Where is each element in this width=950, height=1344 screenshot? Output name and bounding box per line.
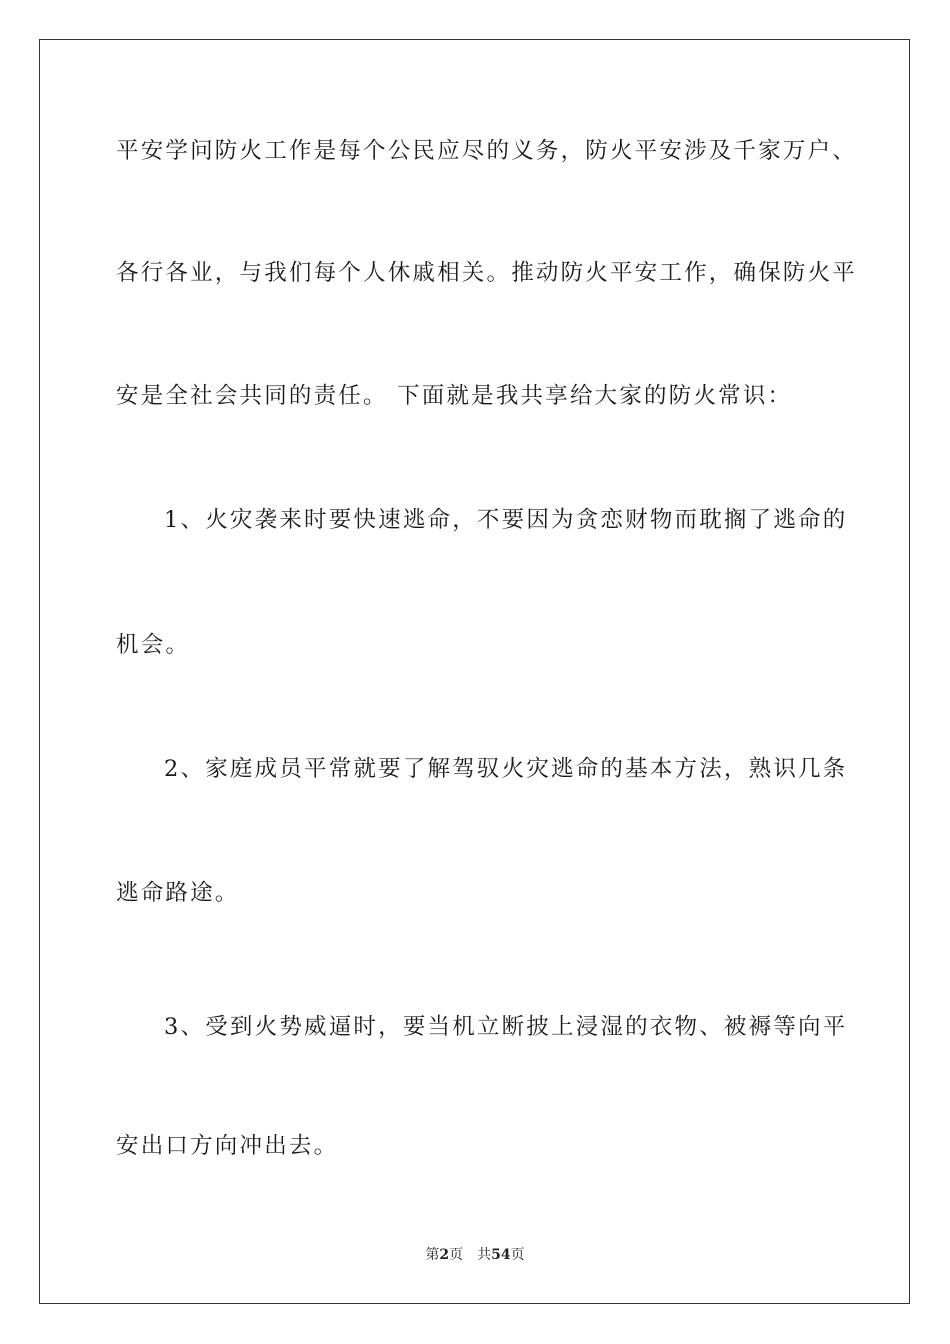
list-item-line: 3、受到火势威逼时，要当机立断披上浸湿的衣物、被褥等向平	[164, 1014, 848, 1040]
paragraph-line: 安是全社会共同的责任。 下面就是我共享给大家的防火常识：	[116, 383, 793, 409]
page-border	[39, 39, 910, 1304]
total-suffix: 页	[510, 1247, 525, 1263]
list-item-line: 逃命路途。	[116, 880, 240, 906]
paragraph-line: 各行各业，与我们每个人休戚相关。推动防火平安工作，确保防火平	[116, 260, 858, 286]
paragraph-line: 平安学问防火工作是每个公民应尽的义务，防火平安涉及千家万户、	[116, 138, 858, 164]
list-item-line: 2、家庭成员平常就要了解驾驭火灾逃命的基本方法，熟识几条	[164, 756, 848, 782]
page-prefix: 第	[425, 1247, 440, 1263]
list-item-line: 机会。	[116, 632, 191, 658]
page-number: 2	[439, 1247, 450, 1263]
list-item-line: 1、火灾袭来时要快速逃命，不要因为贪恋财物而耽搁了逃命的	[164, 507, 848, 533]
page-suffix: 页	[449, 1247, 464, 1263]
total-pages: 54	[491, 1247, 511, 1263]
page-footer	[0, 1246, 950, 1264]
list-item-line: 安出口方向冲出去。	[116, 1133, 339, 1159]
total-prefix: 共	[477, 1247, 492, 1263]
